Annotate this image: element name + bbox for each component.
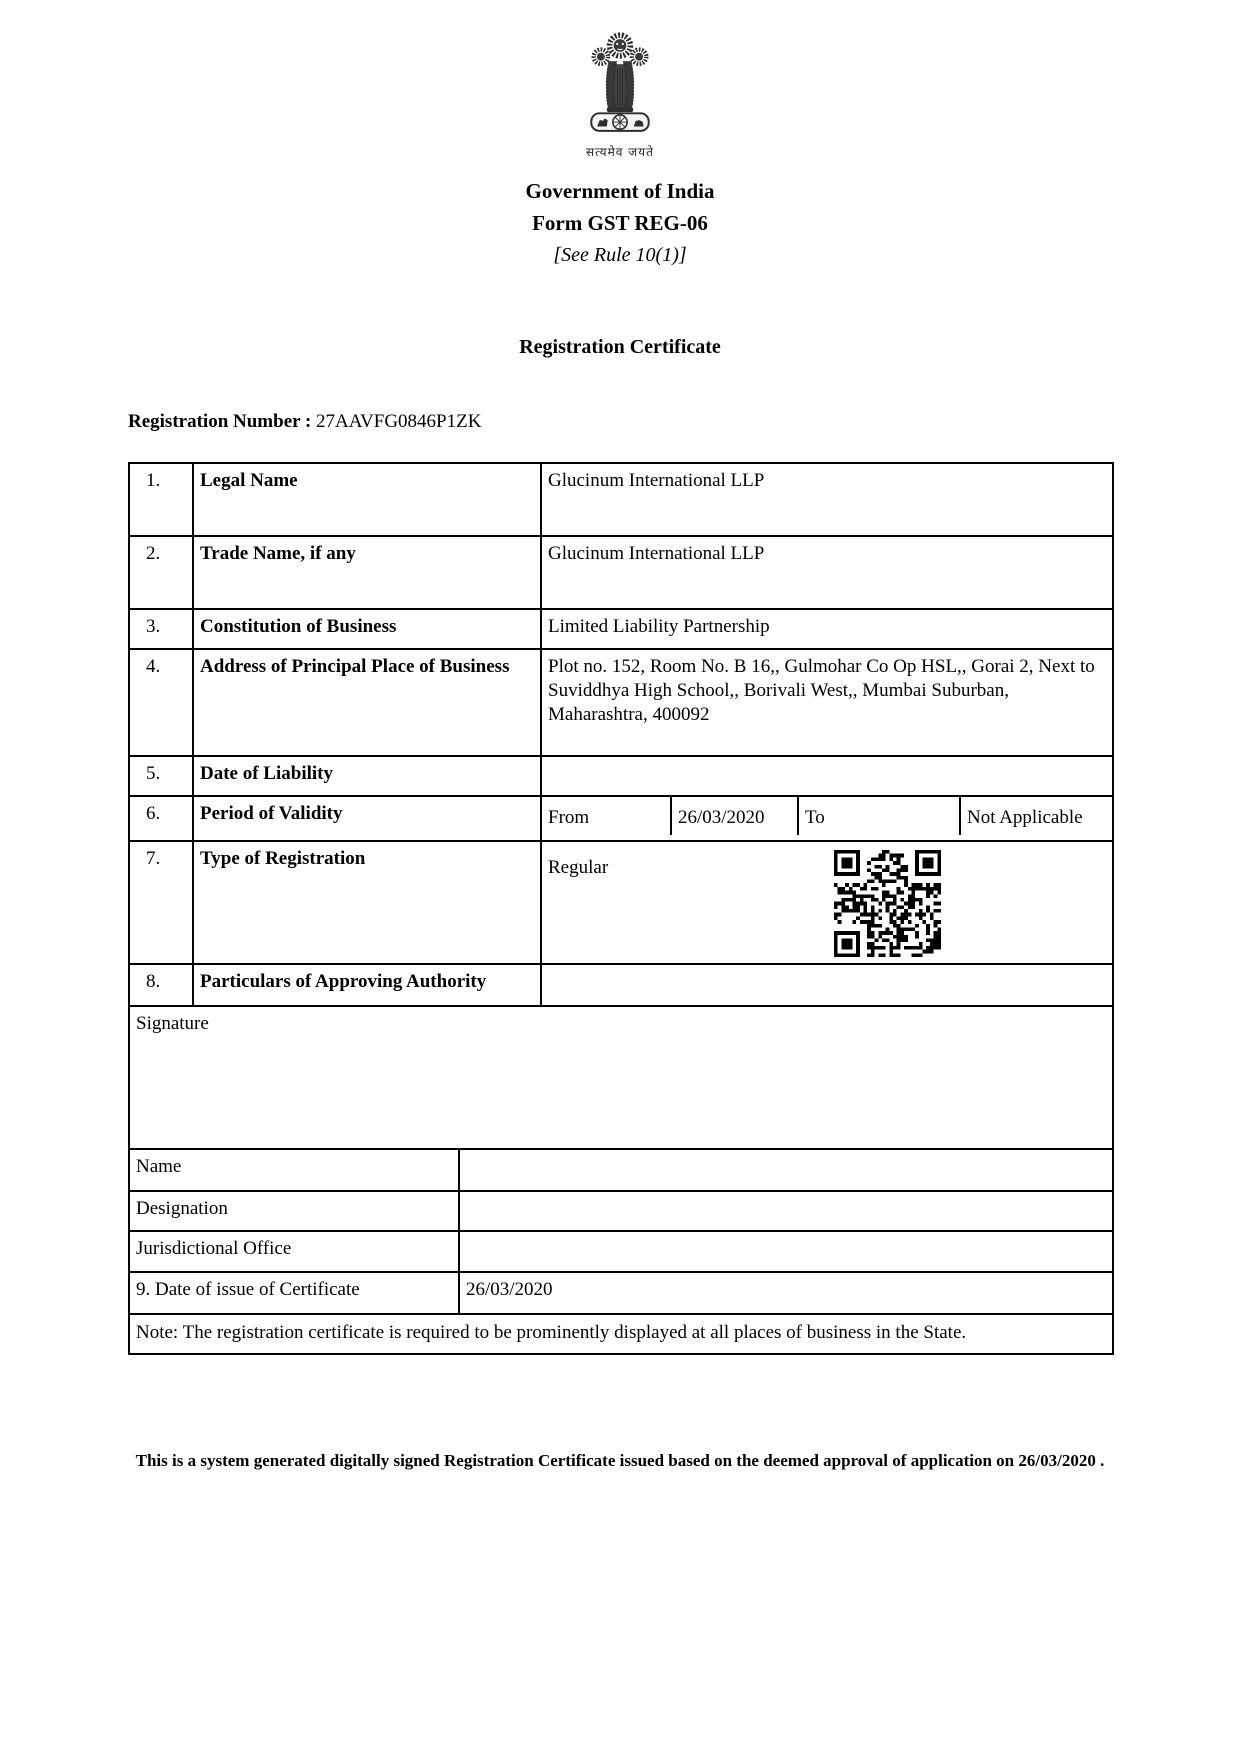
government-title: Government of India [525, 179, 715, 203]
table-row-note [129, 1314, 1113, 1354]
registration-number [128, 411, 481, 433]
registration-number-label: Registration Number : [128, 411, 312, 432]
certificate-tables [128, 462, 1112, 1355]
qr-code-icon [834, 850, 941, 957]
row-value [459, 1191, 1113, 1231]
validity-cells [541, 796, 1113, 841]
row-label: 9. Date of issue of Certificate [129, 1272, 459, 1314]
row-label: Type of Registration [193, 841, 541, 964]
row-label: Period of Validity [193, 796, 541, 841]
table-row-signature [129, 1006, 1113, 1149]
certificate-title: Registration Certificate [519, 336, 721, 358]
validity-from-value: 26/03/2020 [670, 797, 797, 835]
row-number: 4. [129, 649, 193, 756]
row-value [541, 756, 1113, 796]
registration-type-value: Regular [548, 857, 609, 878]
row-label: Particulars of Approving Authority [193, 964, 541, 1006]
footer-note: This is a system generated digitally signed Registration Certificate issued based on the deemed approval of application on 26/03/2020 . [135, 1451, 1105, 1470]
table-row-trade-name [129, 536, 1113, 609]
table-row-date-of-liability [129, 756, 1113, 796]
form-title: Form GST REG-06 [532, 211, 708, 235]
row-number: 1. [129, 463, 193, 536]
table-row-period-of-validity [129, 796, 1113, 841]
details-table [128, 1148, 1114, 1355]
row-number: 8. [129, 964, 193, 1006]
row-value: Glucinum International LLP [541, 536, 1113, 609]
row-number: 6. [129, 796, 193, 841]
table-row-constitution [129, 609, 1113, 649]
row-label: Name [129, 1149, 459, 1191]
note-cell: Note: The registration certificate is required to be prominently displayed at all places of business in the State. [129, 1314, 1113, 1354]
signature-cell: Signature [129, 1006, 1113, 1149]
row-value: Limited Liability Partnership [541, 609, 1113, 649]
emblem-of-india-icon [580, 28, 660, 146]
table-row-type-of-registration [129, 841, 1113, 964]
row-label: Address of Principal Place of Business [193, 649, 541, 756]
row-label: Date of Liability [193, 756, 541, 796]
emblem-of-india [0, 28, 1240, 151]
row-value [541, 964, 1113, 1006]
row-label: Trade Name, if any [193, 536, 541, 609]
registration-number-value: 27AAVFG0846P1ZK [316, 411, 482, 432]
emblem-caption: सत्यमेव जयते [586, 145, 654, 159]
row-number: 3. [129, 609, 193, 649]
table-row-jurisdictional-office [129, 1231, 1113, 1272]
row-label: Jurisdictional Office [129, 1231, 459, 1272]
row-value: 26/03/2020 [459, 1272, 1113, 1314]
table-row-name [129, 1149, 1113, 1191]
row-value [541, 841, 1113, 964]
registration-table [128, 462, 1114, 1150]
table-row-designation [129, 1191, 1113, 1231]
row-number: 7. [129, 841, 193, 964]
table-row-approving-authority [129, 964, 1113, 1006]
table-row-date-of-issue [129, 1272, 1113, 1314]
row-number: 5. [129, 756, 193, 796]
table-row-legal-name [129, 463, 1113, 536]
row-label: Designation [129, 1191, 459, 1231]
table-row-address [129, 649, 1113, 756]
row-value: Glucinum International LLP [541, 463, 1113, 536]
row-value [459, 1231, 1113, 1272]
row-value: Plot no. 152, Room No. B 16,, Gulmohar Co Op HSL,, Gorai 2, Next to Suviddhya High School,, Borivali West,, Mumbai Suburban, Maharashtra, 400092 [541, 649, 1113, 756]
validity-to-label: To [797, 797, 959, 835]
row-number: 2. [129, 536, 193, 609]
validity-to-value: Not Applicable [959, 797, 1112, 835]
row-value [459, 1149, 1113, 1191]
row-label: Legal Name [193, 463, 541, 536]
rule-reference: [See Rule 10(1)] [553, 244, 687, 266]
validity-from-label: From [548, 807, 590, 828]
row-label: Constitution of Business [193, 609, 541, 649]
